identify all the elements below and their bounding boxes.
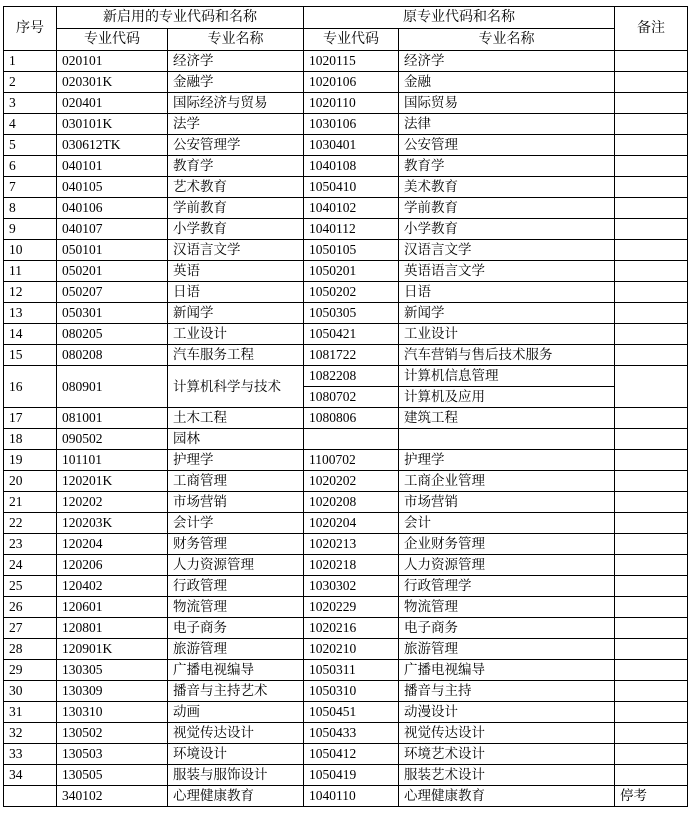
new-code-cell: 050201	[57, 261, 168, 282]
old-name-cell: 经济学	[399, 51, 615, 72]
new-code-cell: 120601	[57, 597, 168, 618]
old-name-cell: 公安管理	[399, 135, 615, 156]
note-cell	[615, 681, 688, 702]
new-code-cell: 120206	[57, 555, 168, 576]
seq-cell: 12	[4, 282, 57, 303]
seq-cell: 3	[4, 93, 57, 114]
table-row	[4, 492, 688, 513]
table-row	[4, 723, 688, 744]
table-row	[4, 198, 688, 219]
new-name-cell: 行政管理	[168, 576, 304, 597]
new-name-cell: 园林	[168, 429, 304, 450]
old-name-cell: 旅游管理	[399, 639, 615, 660]
table-row	[4, 240, 688, 261]
new-name-cell: 国际经济与贸易	[168, 93, 304, 114]
old-name-cell: 物流管理	[399, 597, 615, 618]
seq-cell: 7	[4, 177, 57, 198]
table-row	[4, 261, 688, 282]
note-cell	[615, 303, 688, 324]
old-name-cell: 服装艺术设计	[399, 765, 615, 786]
seq-cell: 21	[4, 492, 57, 513]
new-code-cell: 130502	[57, 723, 168, 744]
old-name-cell: 视觉传达设计	[399, 723, 615, 744]
table-row	[4, 51, 688, 72]
old-name-cell: 企业财务管理	[399, 534, 615, 555]
seq-cell: 34	[4, 765, 57, 786]
old-code-cell	[304, 429, 399, 450]
new-name-cell: 环境设计	[168, 744, 304, 765]
table-row	[4, 555, 688, 576]
old-code-cell: 1050433	[304, 723, 399, 744]
note-cell	[615, 93, 688, 114]
old-name-cell: 心理健康教育	[399, 786, 615, 807]
table-row	[4, 765, 688, 786]
table-row	[4, 660, 688, 681]
old-name-cell: 美术教育	[399, 177, 615, 198]
new-name-cell: 服装与服饰设计	[168, 765, 304, 786]
old-code-cell: 1050201	[304, 261, 399, 282]
old-code-cell: 1020106	[304, 72, 399, 93]
new-code-cell: 080205	[57, 324, 168, 345]
header-new-name: 专业名称	[168, 29, 304, 51]
new-name-cell: 广播电视编导	[168, 660, 304, 681]
new-code-cell: 080901	[57, 366, 168, 408]
seq-cell: 23	[4, 534, 57, 555]
note-cell	[615, 618, 688, 639]
new-code-cell: 050301	[57, 303, 168, 324]
note-cell	[615, 240, 688, 261]
seq-cell: 19	[4, 450, 57, 471]
table-row	[4, 786, 688, 807]
old-name-cell: 行政管理学	[399, 576, 615, 597]
new-name-cell: 财务管理	[168, 534, 304, 555]
header-new-group: 新启用的专业代码和名称	[57, 7, 304, 29]
old-code-cell: 1030401	[304, 135, 399, 156]
table-row	[4, 282, 688, 303]
new-code-cell: 081001	[57, 408, 168, 429]
old-name-cell: 环境艺术设计	[399, 744, 615, 765]
old-code-cell: 1081722	[304, 345, 399, 366]
new-name-cell: 旅游管理	[168, 639, 304, 660]
old-code-cell: 1080702	[304, 387, 399, 408]
old-name-cell	[399, 429, 615, 450]
old-code-cell: 1040108	[304, 156, 399, 177]
old-code-cell: 1050105	[304, 240, 399, 261]
table-row	[4, 177, 688, 198]
old-code-cell: 1050305	[304, 303, 399, 324]
seq-cell: 5	[4, 135, 57, 156]
new-code-cell: 120204	[57, 534, 168, 555]
old-code-cell: 1050412	[304, 744, 399, 765]
table-row	[4, 219, 688, 240]
old-code-cell: 1020208	[304, 492, 399, 513]
table-row	[4, 597, 688, 618]
new-code-cell: 130310	[57, 702, 168, 723]
old-name-cell: 动漫设计	[399, 702, 615, 723]
old-code-cell: 1020115	[304, 51, 399, 72]
new-code-cell: 030101K	[57, 114, 168, 135]
new-name-cell: 汉语言文学	[168, 240, 304, 261]
seq-cell: 27	[4, 618, 57, 639]
old-name-cell: 英语语言文学	[399, 261, 615, 282]
new-name-cell: 动画	[168, 702, 304, 723]
new-name-cell: 计算机科学与技术	[168, 366, 304, 408]
new-name-cell: 法学	[168, 114, 304, 135]
note-cell	[615, 324, 688, 345]
new-name-cell: 会计学	[168, 513, 304, 534]
new-name-cell: 经济学	[168, 51, 304, 72]
seq-cell: 31	[4, 702, 57, 723]
old-code-cell: 1080806	[304, 408, 399, 429]
old-name-cell: 广播电视编导	[399, 660, 615, 681]
new-name-cell: 英语	[168, 261, 304, 282]
seq-cell: 4	[4, 114, 57, 135]
old-name-cell: 新闻学	[399, 303, 615, 324]
note-cell	[615, 744, 688, 765]
table-row	[4, 513, 688, 534]
new-code-cell: 020401	[57, 93, 168, 114]
old-name-cell: 汉语言文学	[399, 240, 615, 261]
seq-cell: 1	[4, 51, 57, 72]
new-name-cell: 播音与主持艺术	[168, 681, 304, 702]
old-name-cell: 市场营销	[399, 492, 615, 513]
seq-cell: 9	[4, 219, 57, 240]
old-name-cell: 法律	[399, 114, 615, 135]
note-cell	[615, 177, 688, 198]
seq-cell: 11	[4, 261, 57, 282]
table-row	[4, 534, 688, 555]
new-code-cell: 120402	[57, 576, 168, 597]
old-code-cell: 1050421	[304, 324, 399, 345]
old-name-cell: 国际贸易	[399, 93, 615, 114]
note-cell	[615, 492, 688, 513]
table-row	[4, 324, 688, 345]
old-code-cell: 1030302	[304, 576, 399, 597]
seq-cell: 28	[4, 639, 57, 660]
old-code-cell: 1050410	[304, 177, 399, 198]
note-cell	[615, 660, 688, 681]
table-row	[4, 345, 688, 366]
new-name-cell: 工业设计	[168, 324, 304, 345]
note-cell	[615, 513, 688, 534]
seq-cell: 33	[4, 744, 57, 765]
note-cell	[615, 471, 688, 492]
note-cell	[615, 219, 688, 240]
table-row	[4, 93, 688, 114]
table-row	[4, 303, 688, 324]
new-code-cell: 120901K	[57, 639, 168, 660]
new-name-cell: 金融学	[168, 72, 304, 93]
new-code-cell: 020301K	[57, 72, 168, 93]
seq-cell: 29	[4, 660, 57, 681]
new-code-cell: 101101	[57, 450, 168, 471]
table-row	[4, 135, 688, 156]
note-cell	[615, 429, 688, 450]
old-name-cell: 工商企业管理	[399, 471, 615, 492]
seq-cell: 16	[4, 366, 57, 408]
major-code-table	[3, 6, 688, 807]
old-name-cell: 人力资源管理	[399, 555, 615, 576]
table-row	[4, 429, 688, 450]
old-code-cell: 1040112	[304, 219, 399, 240]
table-row	[4, 408, 688, 429]
new-code-cell: 040105	[57, 177, 168, 198]
new-name-cell: 物流管理	[168, 597, 304, 618]
note-cell	[615, 702, 688, 723]
seq-cell: 20	[4, 471, 57, 492]
seq-cell: 32	[4, 723, 57, 744]
old-name-cell: 会计	[399, 513, 615, 534]
header-note: 备注	[615, 7, 688, 51]
old-name-cell: 建筑工程	[399, 408, 615, 429]
table-row	[4, 366, 688, 387]
old-name-cell: 播音与主持	[399, 681, 615, 702]
old-code-cell: 1020210	[304, 639, 399, 660]
old-name-cell: 汽车营销与售后技术服务	[399, 345, 615, 366]
old-name-cell: 工业设计	[399, 324, 615, 345]
old-code-cell: 1050451	[304, 702, 399, 723]
new-name-cell: 公安管理学	[168, 135, 304, 156]
table-body	[4, 51, 688, 807]
table-row	[4, 471, 688, 492]
note-cell	[615, 366, 688, 408]
new-code-cell: 090502	[57, 429, 168, 450]
seq-cell: 15	[4, 345, 57, 366]
note-cell	[615, 534, 688, 555]
old-name-cell: 教育学	[399, 156, 615, 177]
new-name-cell: 新闻学	[168, 303, 304, 324]
header-new-code: 专业代码	[57, 29, 168, 51]
old-code-cell: 1040110	[304, 786, 399, 807]
new-code-cell: 130305	[57, 660, 168, 681]
old-name-cell: 学前教育	[399, 198, 615, 219]
seq-cell: 18	[4, 429, 57, 450]
new-code-cell: 130503	[57, 744, 168, 765]
new-code-cell: 050207	[57, 282, 168, 303]
new-name-cell: 电子商务	[168, 618, 304, 639]
new-code-cell: 130309	[57, 681, 168, 702]
new-code-cell: 040106	[57, 198, 168, 219]
note-cell	[615, 72, 688, 93]
seq-cell	[4, 786, 57, 807]
new-name-cell: 工商管理	[168, 471, 304, 492]
new-name-cell: 教育学	[168, 156, 304, 177]
new-code-cell: 030612TK	[57, 135, 168, 156]
old-name-cell: 小学教育	[399, 219, 615, 240]
table-row	[4, 576, 688, 597]
seq-cell: 17	[4, 408, 57, 429]
note-cell	[615, 597, 688, 618]
new-name-cell: 心理健康教育	[168, 786, 304, 807]
seq-cell: 14	[4, 324, 57, 345]
old-name-cell: 护理学	[399, 450, 615, 471]
new-code-cell: 130505	[57, 765, 168, 786]
new-code-cell: 120201K	[57, 471, 168, 492]
note-cell	[615, 51, 688, 72]
header-old-code: 专业代码	[304, 29, 399, 51]
old-code-cell: 1020202	[304, 471, 399, 492]
old-code-cell: 1050310	[304, 681, 399, 702]
old-code-cell: 1050202	[304, 282, 399, 303]
seq-cell: 26	[4, 597, 57, 618]
seq-cell: 8	[4, 198, 57, 219]
new-name-cell: 学前教育	[168, 198, 304, 219]
seq-cell: 6	[4, 156, 57, 177]
note-cell	[615, 114, 688, 135]
table-row	[4, 114, 688, 135]
note-cell	[615, 282, 688, 303]
seq-cell: 10	[4, 240, 57, 261]
old-code-cell: 1020216	[304, 618, 399, 639]
old-code-cell: 1040102	[304, 198, 399, 219]
seq-cell: 25	[4, 576, 57, 597]
new-code-cell: 120202	[57, 492, 168, 513]
new-name-cell: 日语	[168, 282, 304, 303]
note-cell	[615, 639, 688, 660]
old-name-cell: 电子商务	[399, 618, 615, 639]
table-row	[4, 72, 688, 93]
new-name-cell: 汽车服务工程	[168, 345, 304, 366]
table-row	[4, 744, 688, 765]
seq-cell: 13	[4, 303, 57, 324]
old-code-cell: 1020229	[304, 597, 399, 618]
old-code-cell: 1030106	[304, 114, 399, 135]
note-cell	[615, 450, 688, 471]
seq-cell: 22	[4, 513, 57, 534]
new-code-cell: 080208	[57, 345, 168, 366]
old-code-cell: 1020213	[304, 534, 399, 555]
old-name-cell: 计算机信息管理	[399, 366, 615, 387]
old-code-cell: 1020218	[304, 555, 399, 576]
old-code-cell: 1020204	[304, 513, 399, 534]
note-cell	[615, 345, 688, 366]
table-row	[4, 681, 688, 702]
old-code-cell: 1082208	[304, 366, 399, 387]
seq-cell: 2	[4, 72, 57, 93]
old-code-cell: 1020110	[304, 93, 399, 114]
note-cell: 停考	[615, 786, 688, 807]
note-cell	[615, 408, 688, 429]
new-code-cell: 120203K	[57, 513, 168, 534]
old-code-cell: 1050311	[304, 660, 399, 681]
table-row	[4, 156, 688, 177]
header-old-name: 专业名称	[399, 29, 615, 51]
note-cell	[615, 555, 688, 576]
new-name-cell: 土木工程	[168, 408, 304, 429]
seq-cell: 30	[4, 681, 57, 702]
new-code-cell: 120801	[57, 618, 168, 639]
note-cell	[615, 156, 688, 177]
new-name-cell: 小学教育	[168, 219, 304, 240]
note-cell	[615, 723, 688, 744]
table-row	[4, 639, 688, 660]
seq-cell: 24	[4, 555, 57, 576]
new-name-cell: 市场营销	[168, 492, 304, 513]
new-code-cell: 040107	[57, 219, 168, 240]
new-code-cell: 340102	[57, 786, 168, 807]
table-row	[4, 618, 688, 639]
note-cell	[615, 261, 688, 282]
header-old-group: 原专业代码和名称	[304, 7, 615, 29]
table-row	[4, 450, 688, 471]
old-name-cell: 日语	[399, 282, 615, 303]
old-name-cell: 金融	[399, 72, 615, 93]
note-cell	[615, 576, 688, 597]
table-row	[4, 702, 688, 723]
header-seq: 序号	[4, 7, 57, 51]
new-code-cell: 020101	[57, 51, 168, 72]
new-code-cell: 050101	[57, 240, 168, 261]
new-name-cell: 护理学	[168, 450, 304, 471]
note-cell	[615, 135, 688, 156]
old-name-cell: 计算机及应用	[399, 387, 615, 408]
note-cell	[615, 198, 688, 219]
old-code-cell: 1100702	[304, 450, 399, 471]
new-name-cell: 人力资源管理	[168, 555, 304, 576]
note-cell	[615, 765, 688, 786]
new-name-cell: 艺术教育	[168, 177, 304, 198]
new-code-cell: 040101	[57, 156, 168, 177]
new-name-cell: 视觉传达设计	[168, 723, 304, 744]
old-code-cell: 1050419	[304, 765, 399, 786]
